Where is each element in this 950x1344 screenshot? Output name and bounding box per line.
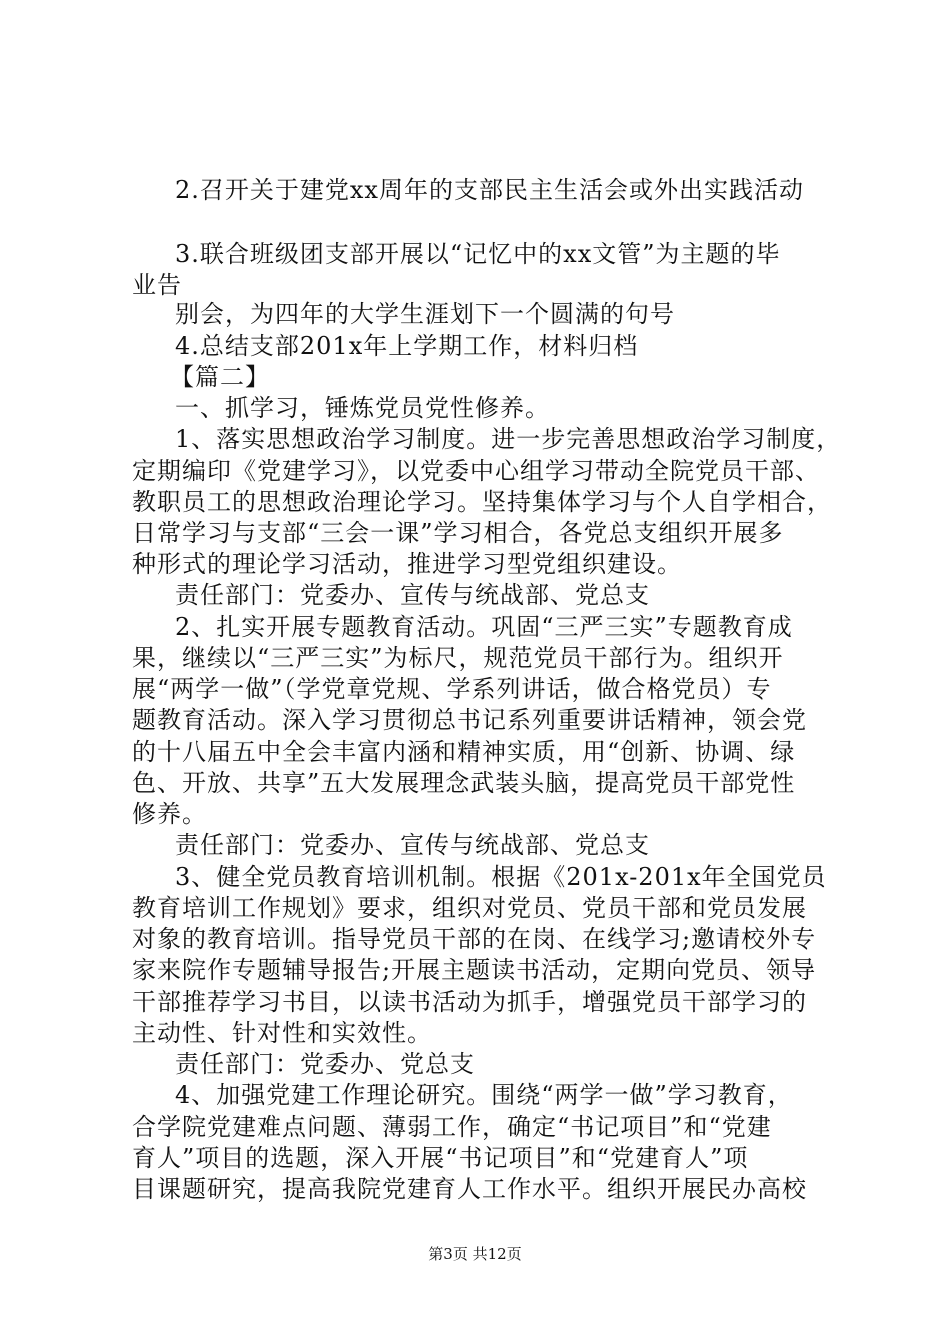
body-line: 展“两学一做”（学党章党规、学系列讲话，做合格党员）专 (132, 675, 772, 703)
section-heading: 【篇二】 (170, 363, 270, 391)
body-line: 干部推荐学习书目，以读书活动为抓手，增强党员干部学习的 (132, 988, 807, 1016)
body-line: 4.总结支部201x年上学期工作，材料归档 (175, 332, 639, 360)
body-line: 别会，为四年的大学生涯划下一个圆满的句号 (175, 300, 675, 328)
body-line: 对象的教育培训。指导党员干部的在岗、在线学习;邀请校外专 (132, 925, 817, 953)
page-footer: 第3页 共12页 (428, 1245, 522, 1263)
subsection-heading: 一、抓学习，锤炼党员党性修养。 (175, 394, 550, 422)
body-line: 2.召开关于建党xx周年的支部民主生活会或外出实践活动 (175, 176, 804, 204)
responsible-dept-line: 责任部门：党委办、党总支 (175, 1050, 475, 1078)
body-line: 种形式的理论学习活动，推进学习型党组织建设。 (132, 550, 682, 578)
body-line: 日常学习与支部“三会一课”学习相合，各党总支组织开展多 (132, 519, 784, 547)
body-line: 2、扎实开展专题教育活动。巩固“三严三实”专题教育成 (175, 613, 793, 641)
body-line: 主动性、针对性和实效性。 (132, 1019, 432, 1047)
body-line: 业告 (132, 271, 182, 299)
responsible-dept-line: 责任部门：党委办、宣传与统战部、党总支 (175, 581, 650, 609)
body-line: 修养。 (132, 800, 207, 828)
body-line: 果，继续以“三严三实”为标尺，规范党员干部行为。组织开 (132, 644, 784, 672)
body-line: 3.联合班级团支部开展以“记忆中的xx文管”为主题的毕 (175, 240, 781, 268)
body-line: 教育培训工作规划》要求，组织对党员、党员干部和党员发展 (132, 894, 807, 922)
body-line: 教职员工的思想政治理论学习。坚持集体学习与个人自学相合， (132, 488, 832, 516)
body-line: 定期编印《党建学习》，以党委中心组学习带动全院党员干部、 (132, 457, 820, 485)
body-line: 色、开放、共享”五大发展理念武装头脑，提高党员干部党性 (132, 769, 796, 797)
body-line: 的十八届五中全会丰富内涵和精神实质，用“创新、协调、绿 (132, 738, 796, 766)
body-line: 3、健全党员教育培训机制。根据《201x-201x年全国党员 (175, 863, 827, 891)
body-line: 合学院党建难点问题、薄弱工作，确定“书记项目”和“党建 (132, 1113, 772, 1141)
body-line: 育人”项目的选题，深入开展“书记项目”和“党建育人”项 (132, 1144, 749, 1172)
body-line: 家来院作专题辅导报告;开展主题读书活动，定期向党员、领导 (132, 956, 817, 984)
body-line: 目课题研究，提高我院党建育人工作水平。组织开展民办高校 (132, 1175, 807, 1203)
body-line: 1、落实思想政治学习制度。进一步完善思想政治学习制度， (175, 425, 842, 453)
body-line: 题教育活动。深入学习贯彻总书记系列重要讲话精神，领会党 (132, 706, 807, 734)
body-line: 4、加强党建工作理论研究。围绕“两学一做”学习教育， (175, 1081, 793, 1109)
responsible-dept-line: 责任部门：党委办、宣传与统战部、党总支 (175, 831, 650, 859)
